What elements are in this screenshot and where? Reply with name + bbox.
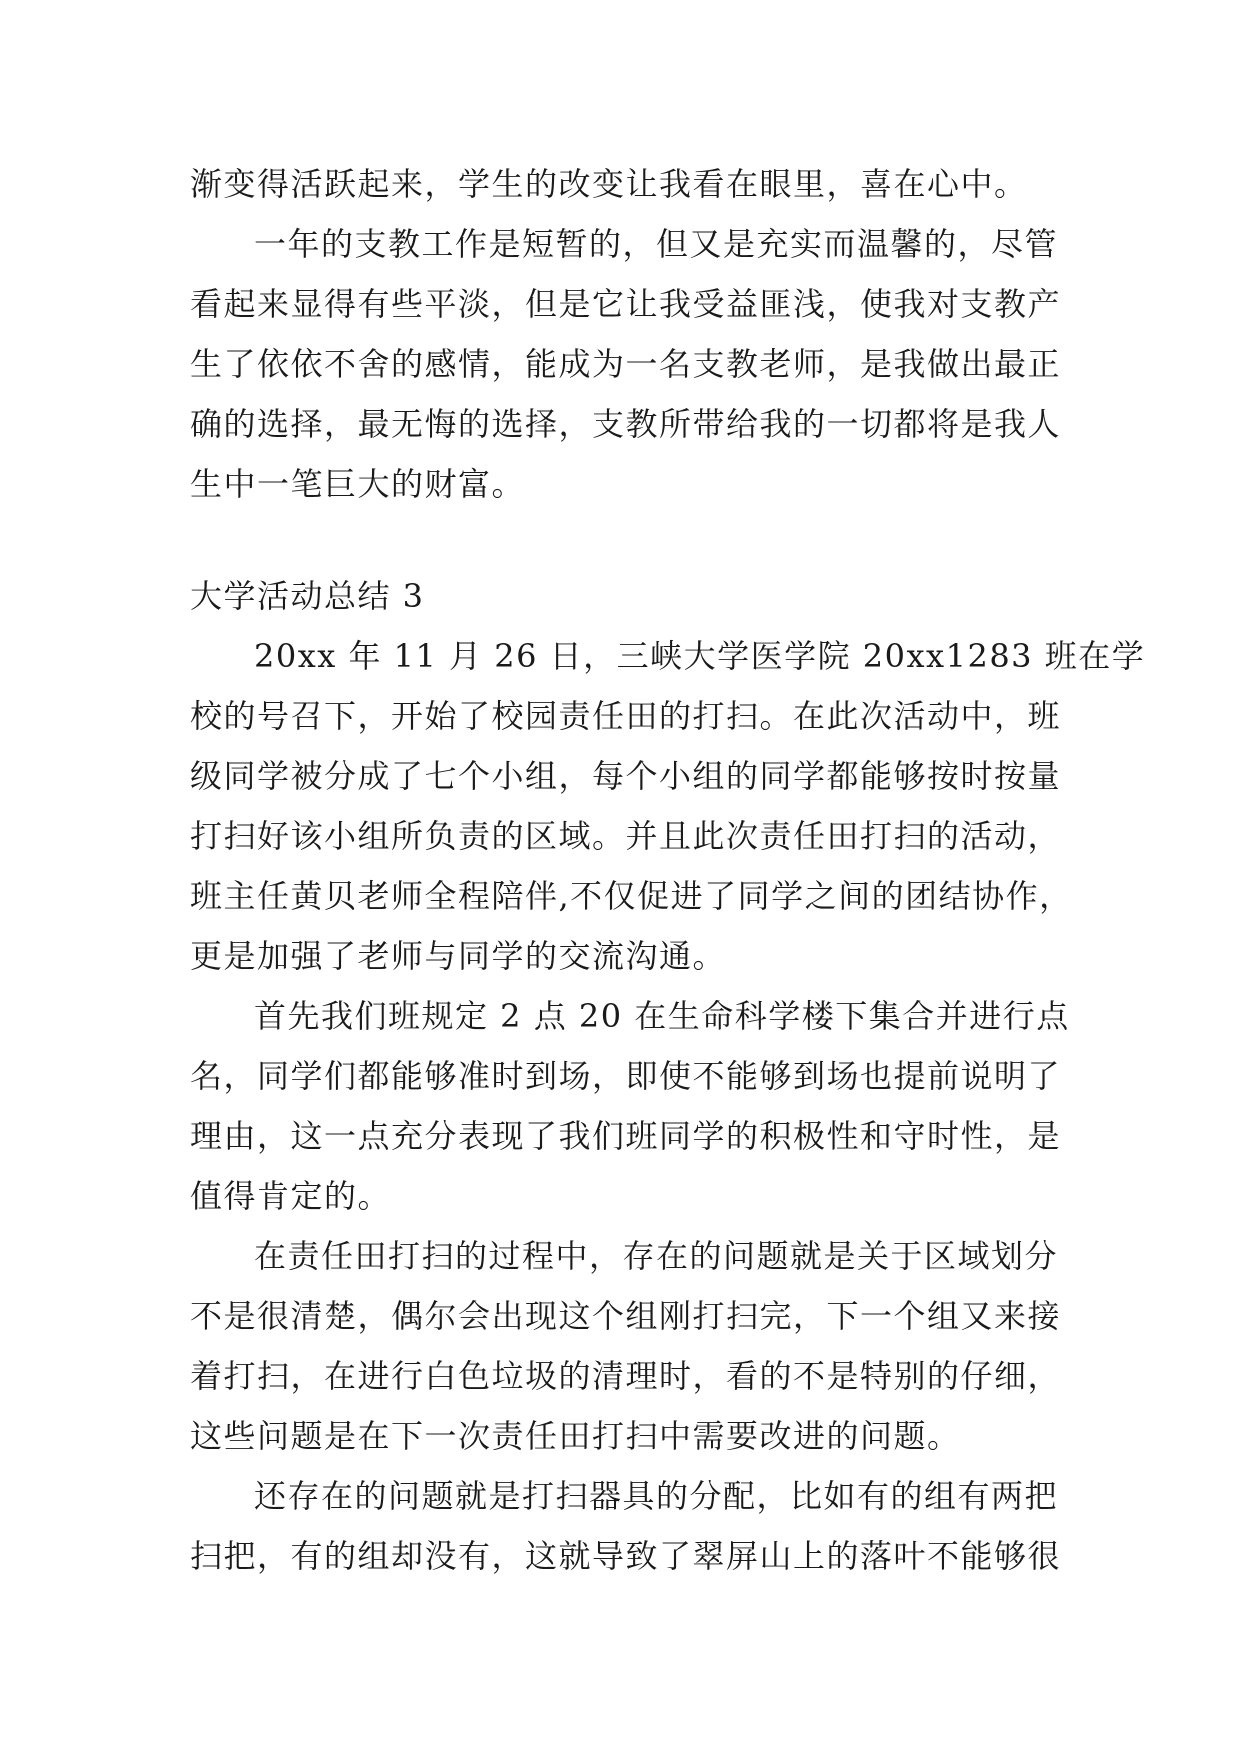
text-line: 还存在的问题就是打扫器具的分配，比如有的组有两把 (254, 1477, 1059, 1515)
text-line: 值得肯定的。 (190, 1177, 392, 1215)
text-line: 班主任黄贝老师全程陪伴,不仅促进了同学之间的团结协作， (190, 877, 1073, 915)
text-line: 一年的支教工作是短暂的，但又是充实而温馨的，尽管 (254, 225, 1059, 263)
text-line: 扫把，有的组却没有，这就导致了翠屏山上的落叶不能够很 (190, 1537, 1062, 1575)
text-line: 不是很清楚，偶尔会出现这个组刚打扫完，下一个组又来接 (190, 1297, 1062, 1335)
text-line: 看起来显得有些平淡，但是它让我受益匪浅，使我对支教产 (190, 285, 1062, 323)
text-line: 着打扫，在进行白色垃圾的清理时，看的不是特别的仔细， (190, 1357, 1062, 1395)
text-line: 级同学被分成了七个小组，每个小组的同学都能够按时按量 (190, 757, 1062, 795)
text-line: 校的号召下，开始了校园责任田的打扫。在此次活动中，班 (190, 697, 1062, 735)
text-line: 这些问题是在下一次责任田打扫中需要改进的问题。 (190, 1417, 961, 1455)
text-line: 更是加强了老师与同学的交流沟通。 (190, 937, 727, 975)
text-line: 理由，这一点充分表现了我们班同学的积极性和守时性，是 (190, 1117, 1062, 1155)
text-line: 渐变得活跃起来，学生的改变让我看在眼里，喜在心中。 (190, 165, 1028, 203)
text-line: 生中一笔巨大的财富。 (190, 465, 526, 503)
text-line: 确的选择，最无悔的选择，支教所带给我的一切都将是我人 (190, 405, 1062, 443)
text-line: 打扫好该小组所负责的区域。并且此次责任田打扫的活动， (190, 817, 1062, 855)
text-line: 20xx 年 11 月 26 日，三峡大学医学院 20xx1283 班在学 (254, 637, 1146, 675)
text-line: 生了依依不舍的感情，能成为一名支教老师，是我做出最正 (190, 345, 1062, 383)
text-line: 在责任田打扫的过程中，存在的问题就是关于区域划分 (254, 1237, 1059, 1275)
text-line: 名，同学们都能够准时到场，即使不能够到场也提前说明了 (190, 1057, 1062, 1095)
section-title: 大学活动总结 3 (190, 577, 425, 615)
text-line: 首先我们班规定 2 点 20 在生命科学楼下集合并进行点 (254, 997, 1070, 1035)
